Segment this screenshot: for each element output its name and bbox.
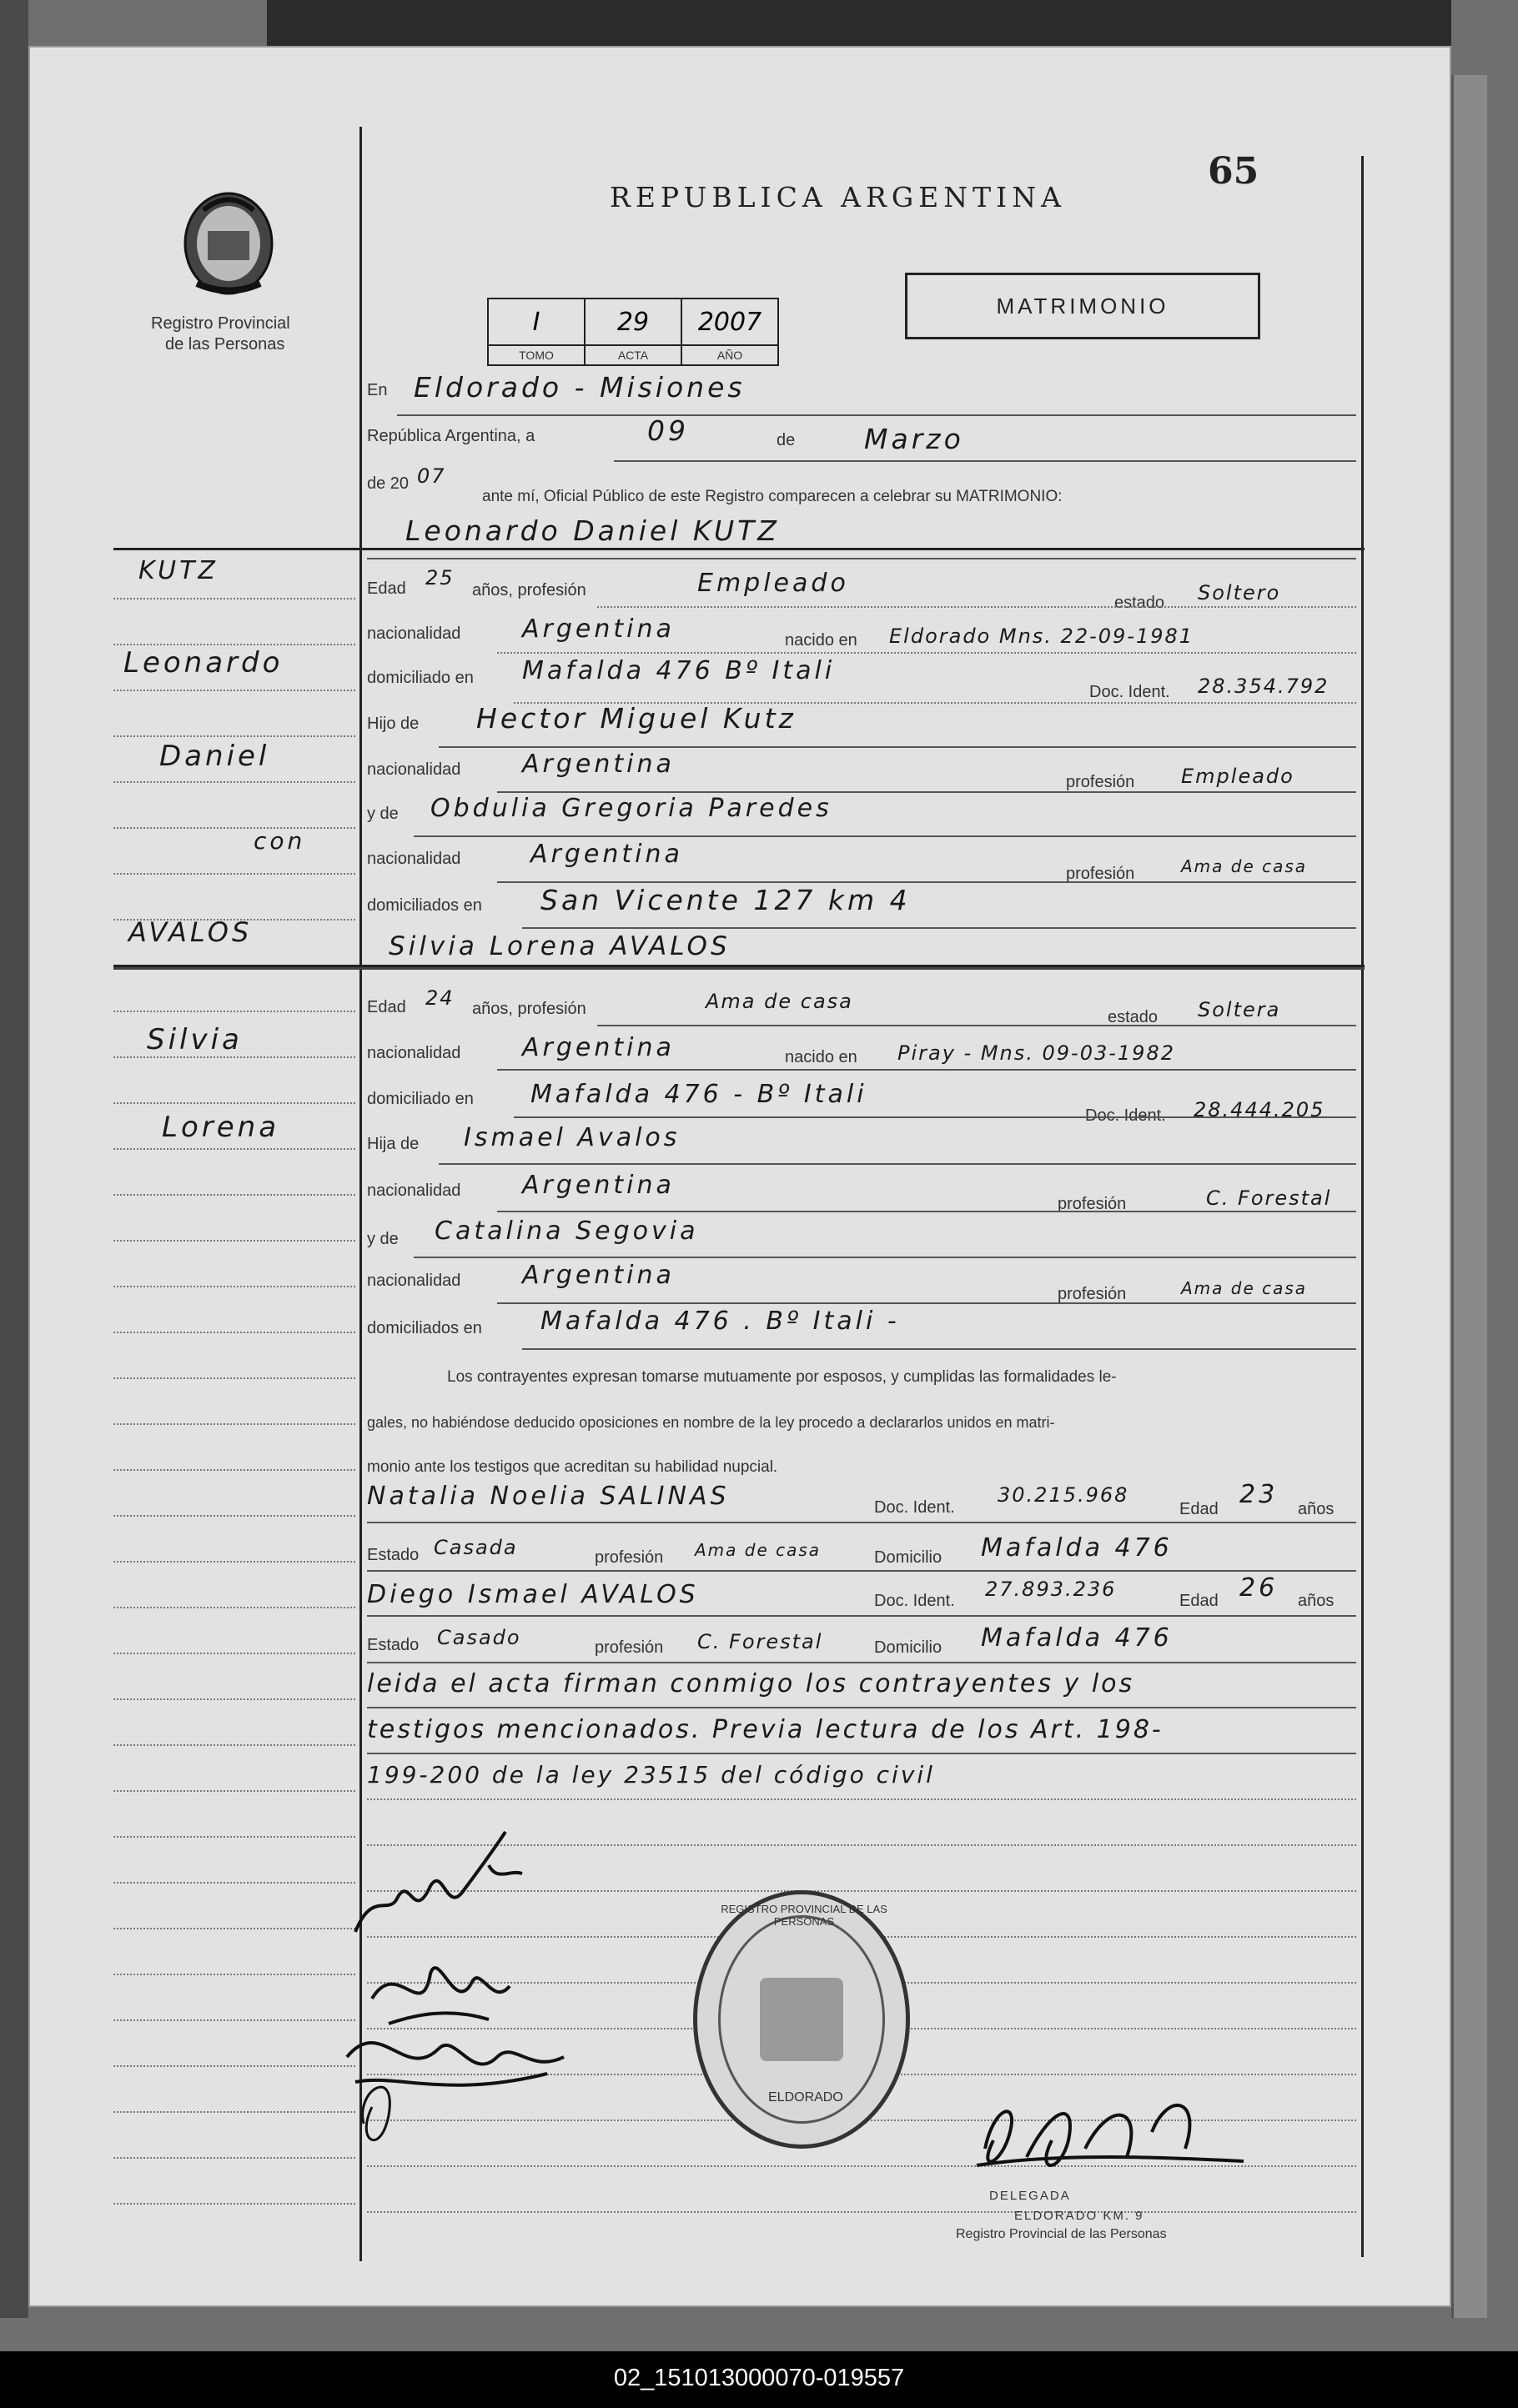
father-nat-label: nacionalidad (367, 760, 461, 779)
margin-rule (113, 2019, 355, 2021)
doc-label: Doc. Ident. (1085, 1106, 1166, 1125)
witness-estado-label: Estado (367, 1546, 420, 1564)
margin-rule (113, 1102, 355, 1104)
header-statement: ante mí, Oficial Público de este Registro comparecen a celebrar su MATRIMONIO: (482, 488, 1063, 505)
field-rule (367, 1662, 1356, 1663)
father-prof-label: profesión (1066, 773, 1135, 791)
father-nat-label: nacionalidad (367, 1181, 461, 1200)
bride-age: 24 (425, 986, 455, 1010)
field-rule (497, 1211, 1356, 1212)
field-rule (367, 1707, 1356, 1708)
witness-2-name: Diego Ismael AVALOS (367, 1580, 699, 1609)
witness-1-doc: 30.215.968 (998, 1483, 1129, 1507)
field-rule (367, 2211, 1356, 2213)
agency-line-2: de las Personas (165, 335, 285, 354)
acta-value: 29 (585, 298, 681, 345)
divider-line (113, 548, 1365, 550)
closing-line-2: testigos mencionados. Previa lectura de los Art. 198- (367, 1715, 1164, 1744)
bride-father-prof: C. Forestal (1206, 1186, 1332, 1210)
margin-note: KUTZ (138, 556, 219, 585)
witness-anios-label: años (1298, 1592, 1335, 1610)
margin-rule (113, 644, 355, 645)
book-cover-edge (1451, 75, 1487, 2318)
mother-nat-label: nacionalidad (367, 1272, 461, 1290)
field-rule (439, 746, 1356, 748)
margin-rule (113, 1011, 355, 1012)
witness-2-profession: C. Forestal (697, 1630, 823, 1653)
bride-birth: Piray - Mns. 09-03-1982 (897, 1041, 1175, 1065)
margin-rule (113, 1698, 355, 1700)
field-rule (414, 835, 1356, 837)
yde-label: y de (367, 805, 399, 823)
top-dark-strip (267, 0, 1451, 48)
bride-nationality: Argentina (522, 1033, 675, 1062)
groom-father-nat: Argentina (522, 750, 675, 779)
margin-rule (113, 1148, 355, 1150)
groom-parents-address: San Vicente 127 km 4 (540, 884, 911, 916)
margin-rule (113, 1377, 355, 1379)
margin-rule (113, 1607, 355, 1608)
groom-profession: Empleado (697, 569, 849, 598)
closing-line-3: 199-200 de la ley 23515 del código civil (367, 1761, 935, 1788)
field-rule (514, 1116, 1356, 1118)
witness-prof-label: profesión (595, 1548, 664, 1567)
margin-rule (113, 1561, 355, 1563)
signature-scribbles (330, 1807, 606, 2174)
parents-dom-label: domiciliados en (367, 896, 482, 915)
margin-rule (113, 735, 355, 737)
official-line-1: DELEGADA (989, 2189, 1071, 2203)
yde-label: y de (367, 1230, 399, 1248)
field-rule (614, 460, 1356, 462)
page-number: 65 (1208, 150, 1259, 193)
field-rule (367, 1615, 1356, 1617)
witness-dom-label: Domicilio (874, 1638, 942, 1657)
edad-label: Edad (367, 998, 406, 1016)
mother-prof-label: profesión (1058, 1285, 1127, 1303)
margin-rule (113, 1240, 355, 1242)
tomo-value: I (488, 298, 585, 345)
margin-rule (113, 2111, 355, 2113)
nacido-label: nacido en (785, 631, 857, 650)
official-stamp (693, 1890, 910, 2149)
margin-note: AVALOS (128, 916, 253, 948)
margin-note: Lorena (162, 1111, 280, 1144)
bride-mother-nat: Argentina (522, 1261, 675, 1290)
margin-rule (113, 1423, 355, 1425)
month-value: Marzo (864, 423, 964, 455)
record-type-box (905, 273, 1260, 339)
bride-doc: 28.444.205 (1194, 1098, 1325, 1121)
hijo-label: Hijo de (367, 715, 420, 733)
hija-label: Hija de (367, 1135, 420, 1153)
official-line-2: ELDORADO KM. 9 (1014, 2209, 1144, 2223)
de-label: de (777, 431, 796, 449)
field-rule (414, 1257, 1356, 1258)
register-numbers-table (487, 298, 779, 366)
margin-rule (113, 1928, 355, 1929)
margin-rule (113, 1469, 355, 1471)
witness-1-age: 23 (1239, 1480, 1279, 1509)
groom-mother: Obdulia Gregoria Paredes (430, 794, 832, 823)
domicilio-label: domiciliado en (367, 1090, 474, 1108)
field-rule (497, 1302, 1356, 1304)
groom-father-prof: Empleado (1181, 765, 1294, 788)
mother-prof-label: profesión (1066, 865, 1135, 883)
margin-rule (113, 1836, 355, 1838)
margin-rule (113, 827, 355, 829)
witness-2-status: Casado (437, 1626, 521, 1649)
margin-note: Daniel (159, 740, 270, 773)
margin-rule (113, 2065, 355, 2067)
witness-edad-label: Edad (1179, 1500, 1219, 1518)
margin-note: con (254, 827, 306, 855)
country-title: REPUBLICA ARGENTINA (610, 181, 1066, 213)
field-rule (439, 1163, 1356, 1165)
divider-line (113, 967, 1365, 970)
father-prof-label: profesión (1058, 1195, 1127, 1213)
right-margin-line (1361, 156, 1364, 2257)
bride-marital-status: Soltera (1198, 998, 1281, 1021)
groom-father: Hector Miguel Kutz (476, 702, 797, 735)
domicilio-label: domiciliado en (367, 669, 474, 687)
province-emblem-icon (178, 185, 279, 298)
field-rule (497, 1069, 1356, 1071)
field-rule (497, 652, 1356, 654)
field-rule (522, 1348, 1356, 1350)
register-page (28, 46, 1451, 2307)
witness-1-profession: Ama de casa (695, 1540, 822, 1560)
groom-mother-nat: Argentina (530, 840, 683, 869)
groom-address: Mafalda 476 Bº Itali (522, 656, 836, 685)
bride-father: Ismael Avalos (464, 1123, 681, 1152)
witness-2-address: Mafalda 476 (981, 1623, 1173, 1653)
nacionalidad-label: nacionalidad (367, 625, 461, 643)
margin-rule (113, 1882, 355, 1884)
witness-1-address: Mafalda 476 (981, 1533, 1173, 1563)
margin-rule (113, 1515, 355, 1517)
place-value: Eldorado - Misiones (414, 371, 746, 404)
republica-label: República Argentina, a (367, 427, 535, 445)
closing-line-1: leida el acta firman conmigo los contrayentes y los (367, 1669, 1135, 1698)
official-signature (960, 2074, 1260, 2207)
doc-label: Doc. Ident. (1089, 683, 1170, 701)
groom-mother-prof: Ama de casa (1181, 856, 1308, 876)
witness-prof-label: profesión (595, 1638, 664, 1657)
official-line-3: Registro Provincial de las Personas (956, 2227, 1167, 2241)
margin-rule (113, 1974, 355, 1975)
bride-parents-address: Mafalda 476 . Bº Itali - (540, 1307, 900, 1336)
legal-text-line-2: gales, no habiéndose deducido oposiciones en nombre de la ley procedo a declararlos unidos en matri- (367, 1414, 1055, 1431)
margin-rule (113, 690, 355, 691)
margin-rule (113, 1194, 355, 1196)
margin-rule (113, 2203, 355, 2205)
groom-marital-status: Soltero (1198, 581, 1281, 605)
bride-mother-prof: Ama de casa (1181, 1278, 1308, 1298)
acta-label: ACTA (585, 345, 681, 365)
field-rule (397, 414, 1356, 416)
record-type-label: MATRIMONIO (996, 293, 1169, 319)
witness-edad-label: Edad (1179, 1592, 1219, 1610)
witness-doc-label: Doc. Ident. (874, 1498, 955, 1517)
year-suffix: 07 (417, 464, 446, 488)
margin-rule (113, 1744, 355, 1746)
margin-rule (113, 598, 355, 599)
witness-estado-label: Estado (367, 1636, 420, 1654)
groom-age: 25 (425, 566, 455, 589)
bride-profession: Ama de casa (706, 990, 853, 1013)
margin-rule (113, 1790, 355, 1792)
field-rule (367, 1753, 1356, 1754)
margin-rule (113, 873, 355, 875)
field-rule (367, 1798, 1356, 1800)
bride-mother: Catalina Segovia (435, 1217, 699, 1246)
file-identifier: 02_151013000070-019557 (613, 2365, 905, 2391)
witness-dom-label: Domicilio (874, 1548, 942, 1567)
field-rule (497, 791, 1356, 793)
anio-label: AÑO (681, 345, 778, 365)
mother-nat-label: nacionalidad (367, 850, 461, 868)
legal-text-line-1: Los contrayentes expresan tomarse mutuamente por esposos, y cumplidas las formalidades le- (447, 1368, 1117, 1386)
en-label: En (367, 381, 388, 399)
field-rule (597, 1025, 1356, 1026)
margin-rule (113, 781, 355, 783)
margin-rule (113, 919, 355, 921)
witness-1-name: Natalia Noelia SALINAS (367, 1482, 730, 1511)
witness-1-status: Casada (434, 1536, 518, 1559)
legal-text-line-3: monio ante los testigos que acreditan su habilidad nupcial. (367, 1458, 778, 1476)
field-rule (367, 1522, 1356, 1523)
field-rule (367, 558, 1356, 559)
tomo-label: TOMO (488, 345, 585, 365)
book-spine-edge (0, 0, 28, 2318)
nacido-label: nacido en (785, 1048, 857, 1066)
estado-label: estado (1108, 1008, 1159, 1026)
margin-rule (113, 2157, 355, 2159)
groom-doc: 28.354.792 (1198, 675, 1330, 698)
anio-value: 2007 (681, 298, 778, 345)
margin-note: Silvia (147, 1023, 243, 1056)
margin-rule (113, 1332, 355, 1333)
witness-doc-label: Doc. Ident. (874, 1592, 955, 1610)
margin-rule (113, 1653, 355, 1654)
edad-label: Edad (367, 579, 406, 598)
witness-2-age: 26 (1239, 1573, 1279, 1603)
anios-profesion-label: años, profesión (472, 581, 586, 599)
agency-line-1: Registro Provincial (151, 314, 290, 333)
stamp-ring-text: REGISTRO PROVINCIAL DE LAS PERSONAS (721, 1903, 887, 1928)
witness-anios-label: años (1298, 1500, 1335, 1518)
field-rule (597, 606, 1356, 608)
field-rule (367, 1570, 1356, 1572)
estado-label: estado (1114, 594, 1165, 612)
margin-note: Leonardo (123, 646, 284, 680)
parents-dom-label: domiciliados en (367, 1319, 482, 1337)
margin-rule (113, 1286, 355, 1287)
bride-father-nat: Argentina (522, 1171, 675, 1200)
groom-nationality: Argentina (522, 615, 675, 644)
nacionalidad-label: nacionalidad (367, 1044, 461, 1062)
year-prefix: de 20 (367, 474, 410, 493)
groom-birth: Eldorado Mns. 22-09-1981 (889, 625, 1194, 648)
anios-profesion-label: años, profesión (472, 1000, 586, 1018)
bride-full-name: Silvia Lorena AVALOS (389, 931, 731, 961)
groom-full-name: Leonardo Daniel KUTZ (405, 514, 780, 547)
bride-address: Mafalda 476 - Bº Itali (530, 1080, 867, 1109)
field-rule (497, 881, 1356, 883)
day-value: 09 (647, 414, 689, 447)
margin-rule (113, 1056, 355, 1058)
stamp-bottom-text: ELDORADO (768, 2090, 843, 2104)
witness-2-doc: 27.893.236 (985, 1578, 1117, 1601)
field-rule (522, 927, 1356, 929)
